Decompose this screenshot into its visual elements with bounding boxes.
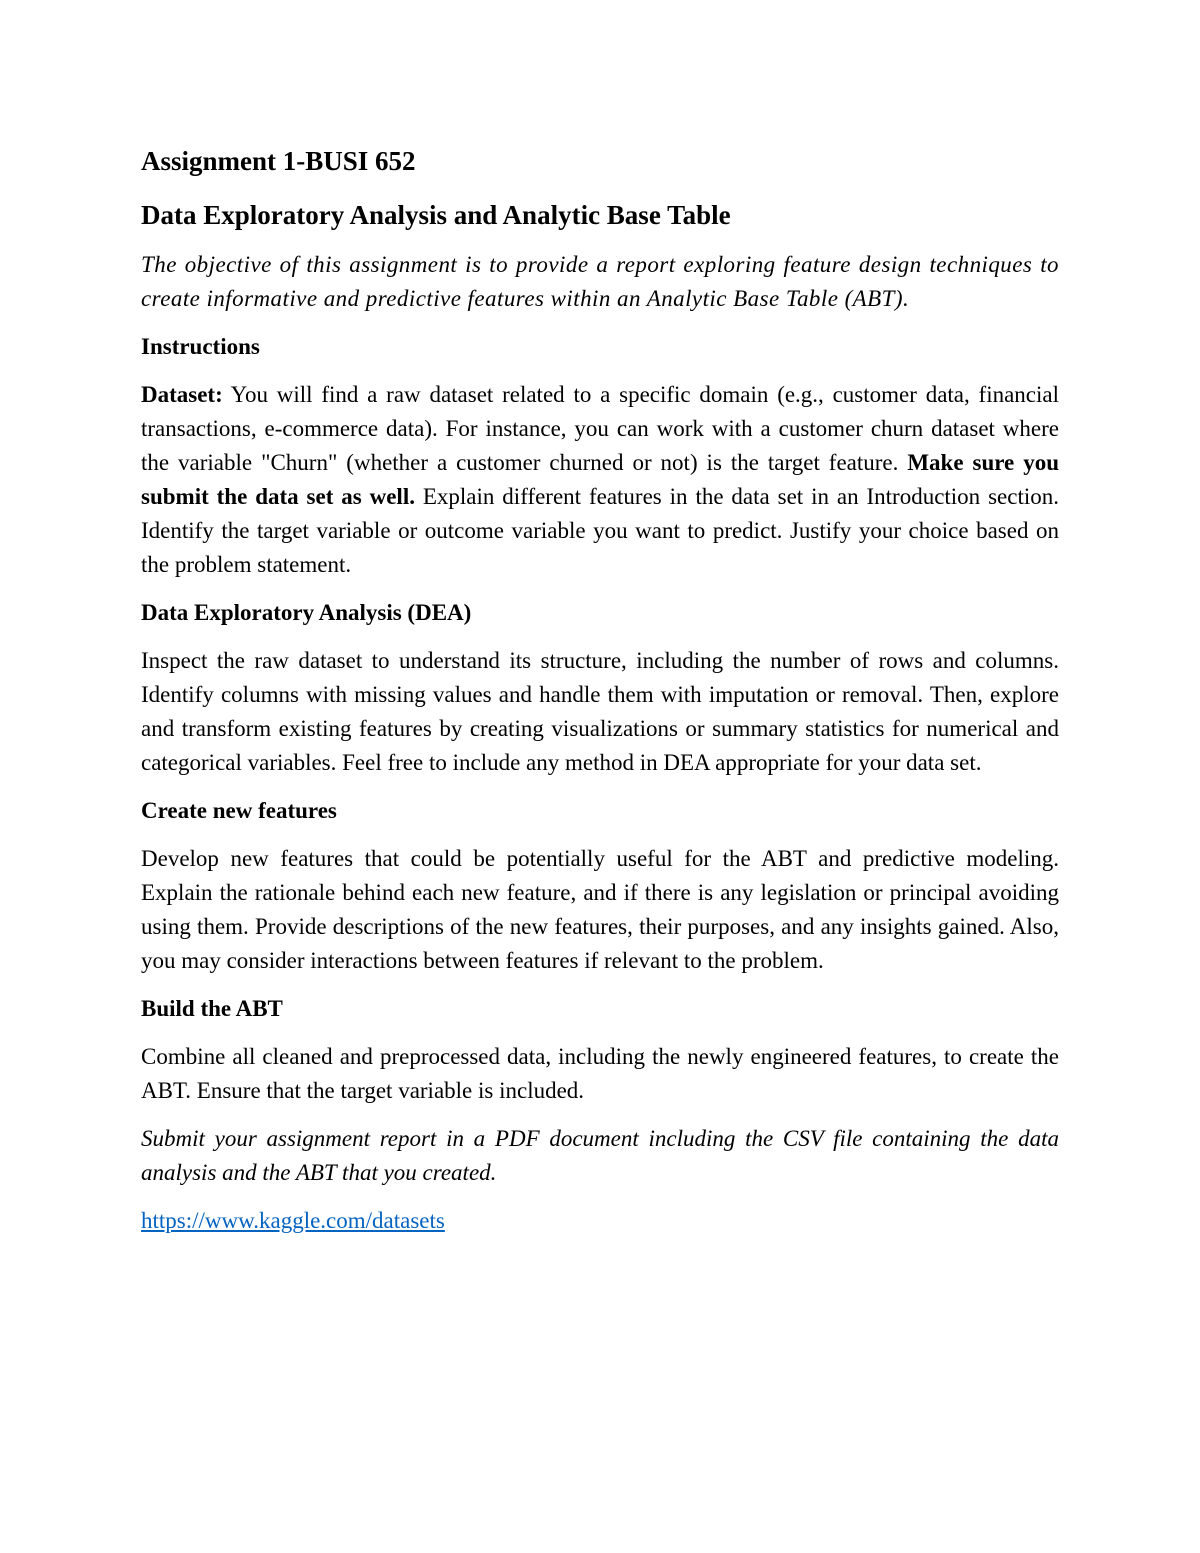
dea-heading: Data Exploratory Analysis (DEA) <box>141 600 472 625</box>
dataset-emphasis: Make sure you submit the data set as well. <box>141 450 1059 509</box>
submit-note: Submit your assignment report in a PDF document including the CSV file containing the data analysis and the ABT that you created. <box>141 1126 1059 1185</box>
instructions-heading: Instructions <box>141 334 260 359</box>
new-features-heading: Create new features <box>141 798 337 823</box>
kaggle-datasets-link[interactable]: https://www.kaggle.com/datasets <box>141 1208 445 1233</box>
new-features-paragraph: Develop new features that could be potentially useful for the ABT and predictive modeling. Explain the rationale behind each new feature, and if there is any legislation or principal avoiding using them. Provide descriptions of the new features, their purposes, and any insights gained. Also, you may consider interactions between features if relevant to the problem. <box>141 846 1059 973</box>
dea-paragraph: Inspect the raw dataset to understand its structure, including the number of rows and columns. Identify columns with missing values and handle them with imputation or removal. Then, explore and transform existing features by creating visualizations or summary statistics for numerical and categorical variables. Feel free to include any method in DEA appropriate for your data set. <box>141 648 1059 775</box>
assignment-title: Assignment 1-BUSI 652 <box>141 146 416 176</box>
build-abt-heading: Build the ABT <box>141 996 283 1021</box>
document-page <box>141 142 1059 1238</box>
dataset-label: Dataset: <box>141 382 223 407</box>
dataset-text-2: Explain different features in the data set in an Introduction section. Identify the target variable or outcome variable you want to predict. Justify your choice based on the problem statement. <box>141 484 1059 577</box>
dataset-text-1: You will find a raw dataset related to a specific domain (e.g., customer data, financial transactions, e-commerce data). For instance, you can work with a customer churn dataset where the variable "Churn" (whether a customer churned or not) is the target feature. <box>141 382 1059 475</box>
build-abt-paragraph: Combine all cleaned and preprocessed data, including the newly engineered features, to create the ABT. Ensure that the target variable is included. <box>141 1044 1059 1103</box>
link-paragraph <box>141 1204 1059 1238</box>
objective-paragraph: The objective of this assignment is to provide a report exploring feature design techniques to create informative and predictive features within an Analytic Base Table (ABT). <box>141 252 1059 311</box>
dataset-paragraph <box>141 378 1059 582</box>
assignment-subtitle: Data Exploratory Analysis and Analytic Base Table <box>141 200 731 230</box>
